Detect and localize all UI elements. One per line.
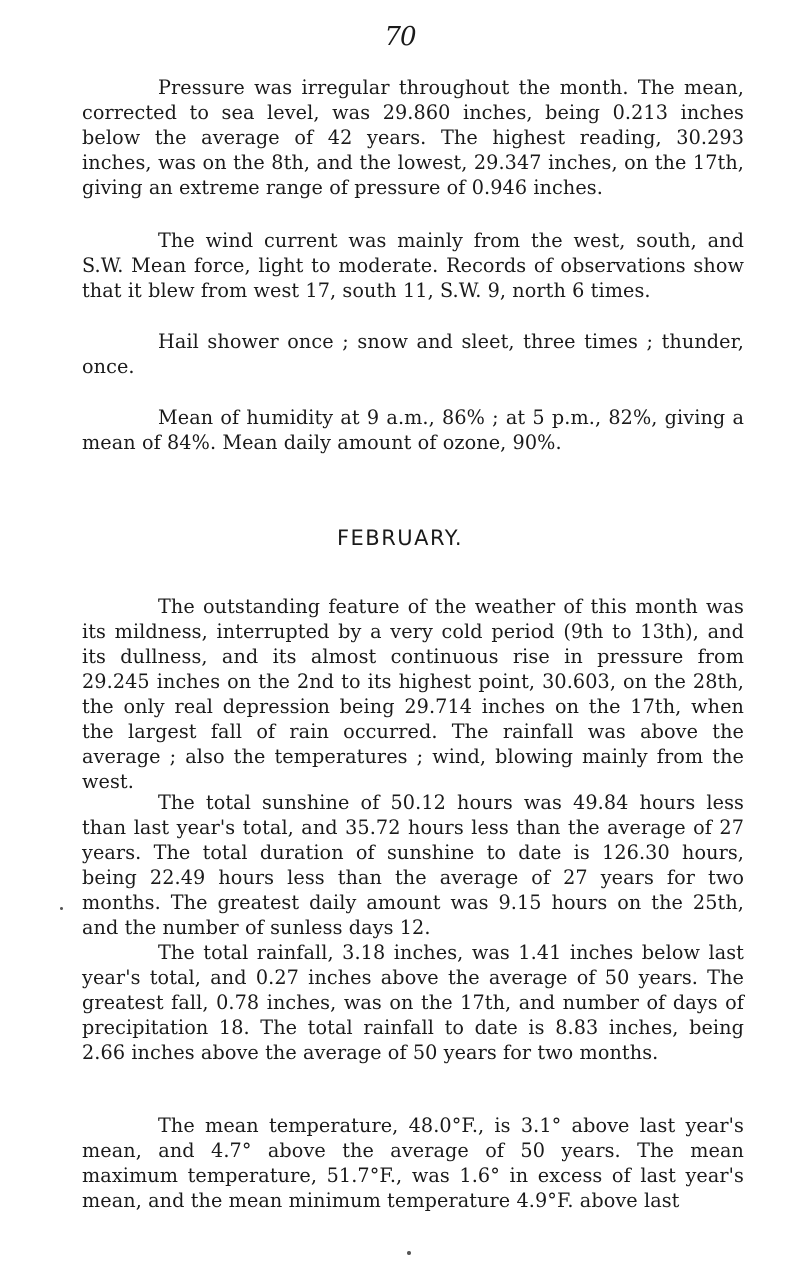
paragraph-text: The total sunshine of 50.12 hours was 49.84 hours less than last year's total, and 35.72 hours less than the average of 27 years. The total duration of sunshine to date is 126.30 hours, being 22.49 hours less than the average of 27 years for two months. The greatest daily amount was 9.15 hours on the 25th, and the number of sunless days 12. xyxy=(82,791,744,939)
page-number: 70 xyxy=(384,22,416,52)
paragraph-text: Hail shower once ; snow and sleet, three times ; thunder, once. xyxy=(82,330,744,378)
paragraph-text: The outstanding feature of the weather of this month was its mildness, interrupted by a very cold period (9th to 13th), and its dullness, and its almost continuous rise in pressure from 29.245 inches on the 2nd to its highest point, 30.603, on the 28th, the only real depression being 29.714 inches on the 17th, when the largest fall of rain occurred. The rainfall was above the average ; also the temperatures ; wind, blowing mainly from the west. xyxy=(82,595,744,793)
scan-speck xyxy=(407,1251,411,1255)
paragraph-text: The mean temperature, 48.0°F., is 3.1° above last year's mean, and 4.7° above the average of 50 years. The mean maximum temperature, 51.7°F., was 1.6° in excess of last year's mean, and the mean minimum temperature 4.9°F. above last xyxy=(82,1114,744,1212)
paragraph-text: Pressure was irregular throughout the month. The mean, corrected to sea level, was 29.860 inches, being 0.213 inches below the average of 42 years. The highest reading, 30.293 inches, was on the 8th, and the lowest, 29.347 inches, on the 17th, giving an extreme range of pressure of 0.946 inches. xyxy=(82,76,744,199)
temperature-paragraph xyxy=(82,1113,744,1213)
rainfall-paragraph xyxy=(82,940,744,1065)
humidity-paragraph xyxy=(82,405,744,455)
hail-paragraph xyxy=(82,329,744,379)
paragraph-text: The wind current was mainly from the west, south, and S.W. Mean force, light to moderate. Records of observations show that it blew from west 17, south 11, S.W. 9, north 6 times. xyxy=(82,229,744,302)
sunshine-paragraph xyxy=(82,790,744,940)
paragraph-text: The total rainfall, 3.18 inches, was 1.41 inches below last year's total, and 0.27 inches above the average of 50 years. The greatest fall, 0.78 inches, was on the 17th, and number of days of precipitation 18. The total rainfall to date is 8.83 inches, being 2.66 inches above the average of 50 years for two months. xyxy=(82,941,744,1064)
pressure-paragraph xyxy=(82,75,744,200)
wind-paragraph xyxy=(82,228,744,303)
section-heading-february: FEBRUARY. xyxy=(336,526,464,550)
scan-speck xyxy=(60,907,63,910)
february-summary-paragraph xyxy=(82,594,744,794)
paragraph-text: Mean of humidity at 9 a.m., 86% ; at 5 p.m., 82%, giving a mean of 84%. Mean daily amount of ozone, 90%. xyxy=(82,406,744,454)
